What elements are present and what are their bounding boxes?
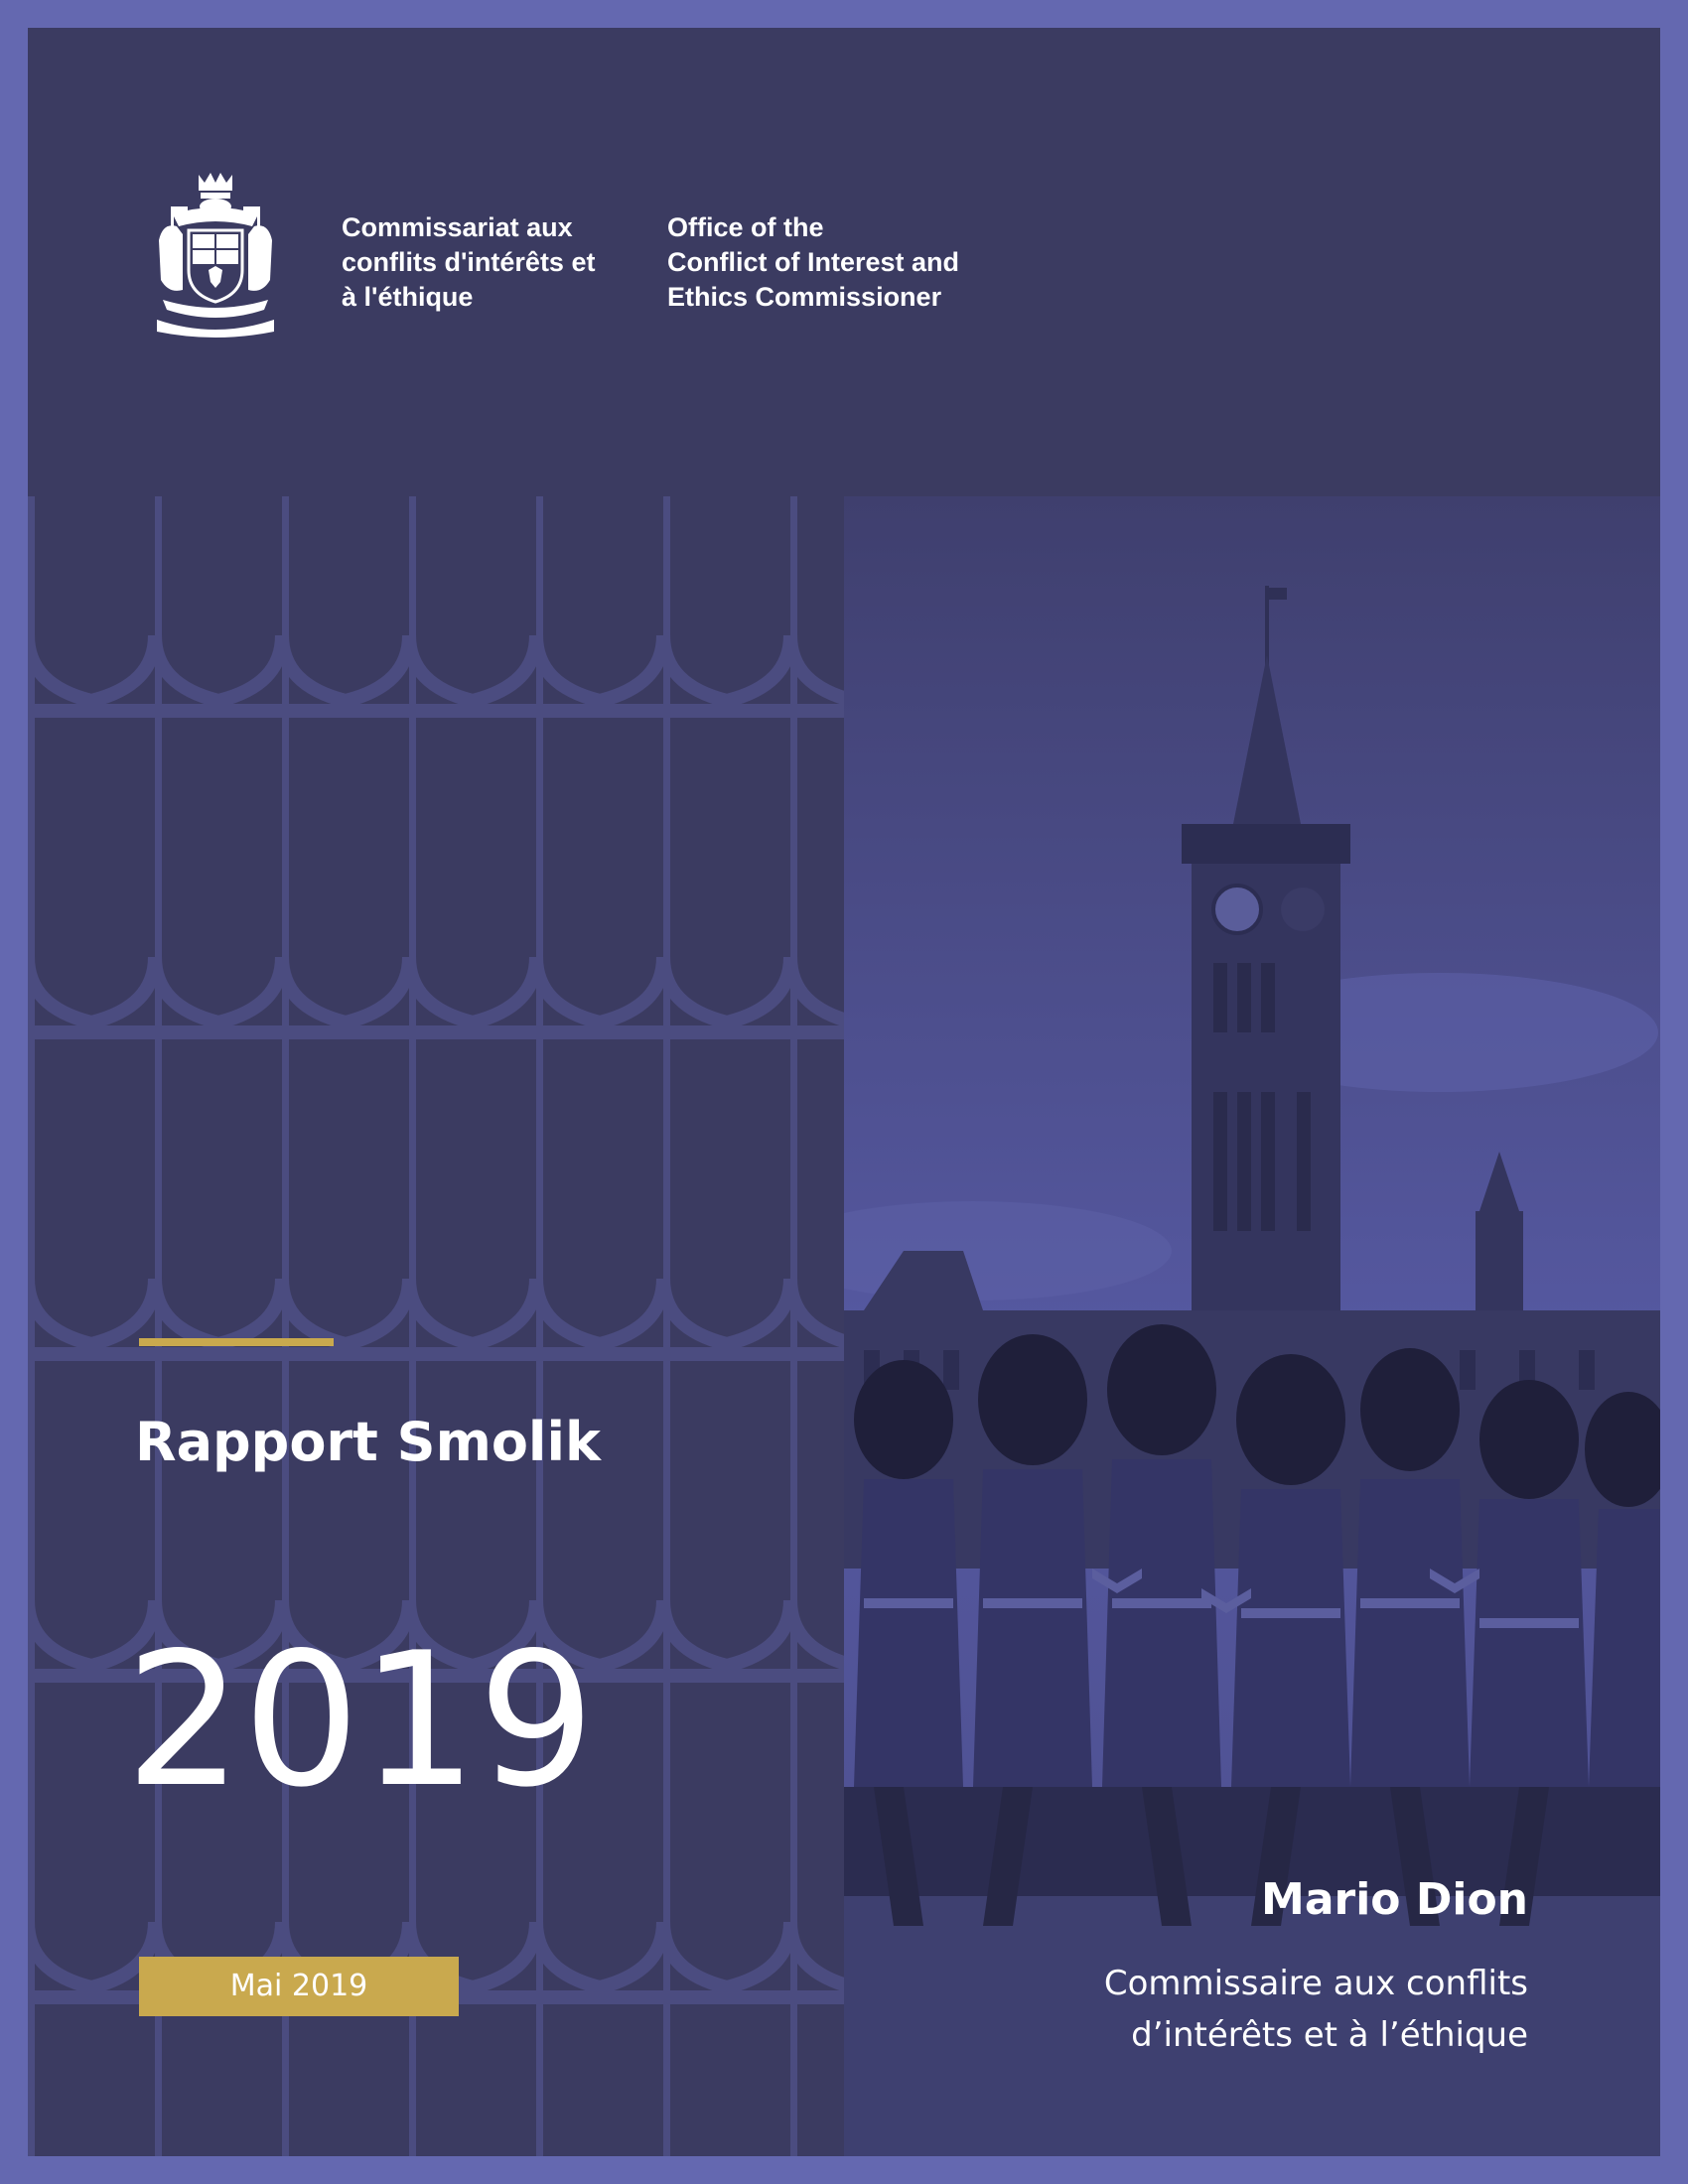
- author-role: Commissaire aux conflits d’intérêts et à l’éthique: [1103, 1964, 1528, 2055]
- gothic-arch-pattern: [28, 496, 844, 2156]
- parliament-photo: [844, 496, 1660, 2156]
- gold-accent-rule: [139, 1338, 334, 1346]
- report-year: 2019: [125, 1612, 596, 1828]
- header: [28, 28, 1660, 496]
- author-name: Mario Dion: [1261, 1874, 1528, 1925]
- date-badge: Mai 2019: [139, 1957, 459, 2016]
- report-title: Rapport Smolik: [135, 1411, 601, 1473]
- report-cover: [28, 28, 1660, 2156]
- coat-of-arms-icon: [153, 171, 278, 340]
- agency-name-en: Office of the Conflict of Interest and Ethics Commissioner: [667, 212, 960, 312]
- agency-name-fr: Commissariat aux conflits d'intérêts et à l'éthique: [342, 212, 596, 312]
